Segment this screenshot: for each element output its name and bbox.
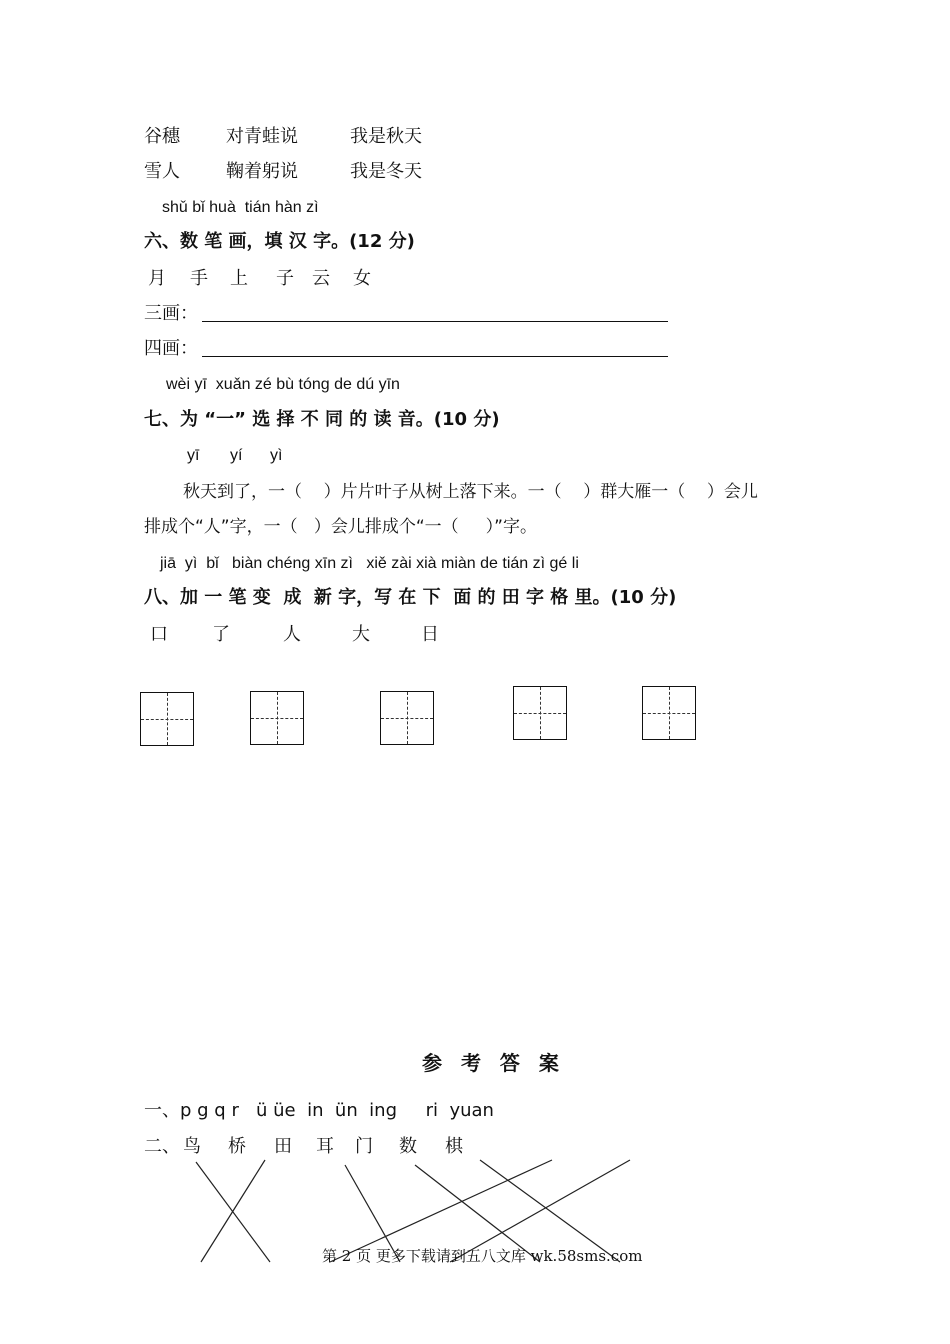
s6-char-1: 月 — [148, 268, 166, 289]
word-2-2: 鞠着躬说 — [226, 161, 298, 182]
answer-char-3: 田 — [274, 1136, 292, 1157]
answer-char-4: 耳 — [316, 1136, 334, 1157]
match-line-2 — [201, 1160, 265, 1262]
word-2-3: 我是冬天 — [350, 161, 422, 182]
s6-char-2: 手 — [190, 268, 208, 289]
answer-line-1: 一、p g q r ü üe in ün ing ri yuan — [144, 1100, 494, 1121]
tone-yi1: yī — [187, 447, 200, 464]
s6-char-6: 女 — [353, 268, 371, 289]
s8-char-2: 了 — [212, 624, 230, 645]
section6-heading: 六、数 笔 画，填 汉 字。(12 分) — [144, 231, 415, 252]
s8-char-3: 人 — [283, 624, 301, 645]
three-stroke-label: 三画： — [144, 303, 198, 324]
section6-pinyin: shǔ bǐ huà tián hàn zì — [162, 199, 319, 216]
answer-char-2: 桥 — [228, 1136, 246, 1157]
word-1-2: 对青蛙说 — [226, 126, 298, 147]
section7-heading: 七、为 “一” 选 择 不 同 的 读 音。(10 分) — [144, 409, 500, 430]
s8-char-4: 大 — [352, 624, 370, 645]
tone-yi4: yì — [270, 447, 283, 464]
word-2-1: 雪人 — [144, 161, 180, 182]
answer-title: 参 考 答 案 — [422, 1051, 565, 1075]
answer-line-2-prefix: 二、 — [144, 1136, 180, 1157]
s6-char-3: 上 — [230, 268, 248, 289]
s8-char-5: 日 — [421, 624, 439, 645]
answer-char-6: 数 — [399, 1136, 417, 1157]
s6-char-4: 子 — [276, 268, 294, 289]
answer-char-7: 棋 — [445, 1136, 463, 1157]
section8-pinyin: jiā yì bǐ biàn chéng xīn zì xiě zài xià miàn de tián zì gé li — [160, 555, 579, 572]
answer-char-1: 鸟 — [183, 1136, 201, 1157]
section7-sentence-2: 排成个“人”字，一（ ）会儿排成个“一（ ）”字。 — [144, 517, 537, 537]
page-footer: 第 2 页 更多下载请到五八文库 wk.58sms.com — [322, 1247, 643, 1265]
tone-yi2: yí — [230, 447, 243, 464]
section8-heading: 八、加 一 笔 变 成 新 字，写 在 下 面 的 田 字 格 里。(10 分) — [144, 587, 677, 608]
answer-char-5: 门 — [355, 1136, 373, 1157]
word-1-3: 我是秋天 — [350, 126, 422, 147]
s8-char-1: 口 — [150, 624, 168, 645]
section7-sentence-1: 秋天到了，一（ ）片片叶子从树上落下来。一（ ）群大雁一（ ）会儿 — [183, 482, 758, 502]
four-stroke-label: 四画： — [144, 338, 198, 359]
word-1-1: 谷穗 — [144, 126, 180, 147]
s6-char-5: 云 — [312, 268, 330, 289]
section7-pinyin: wèi yī xuǎn zé bù tóng de dú yīn — [166, 376, 400, 393]
